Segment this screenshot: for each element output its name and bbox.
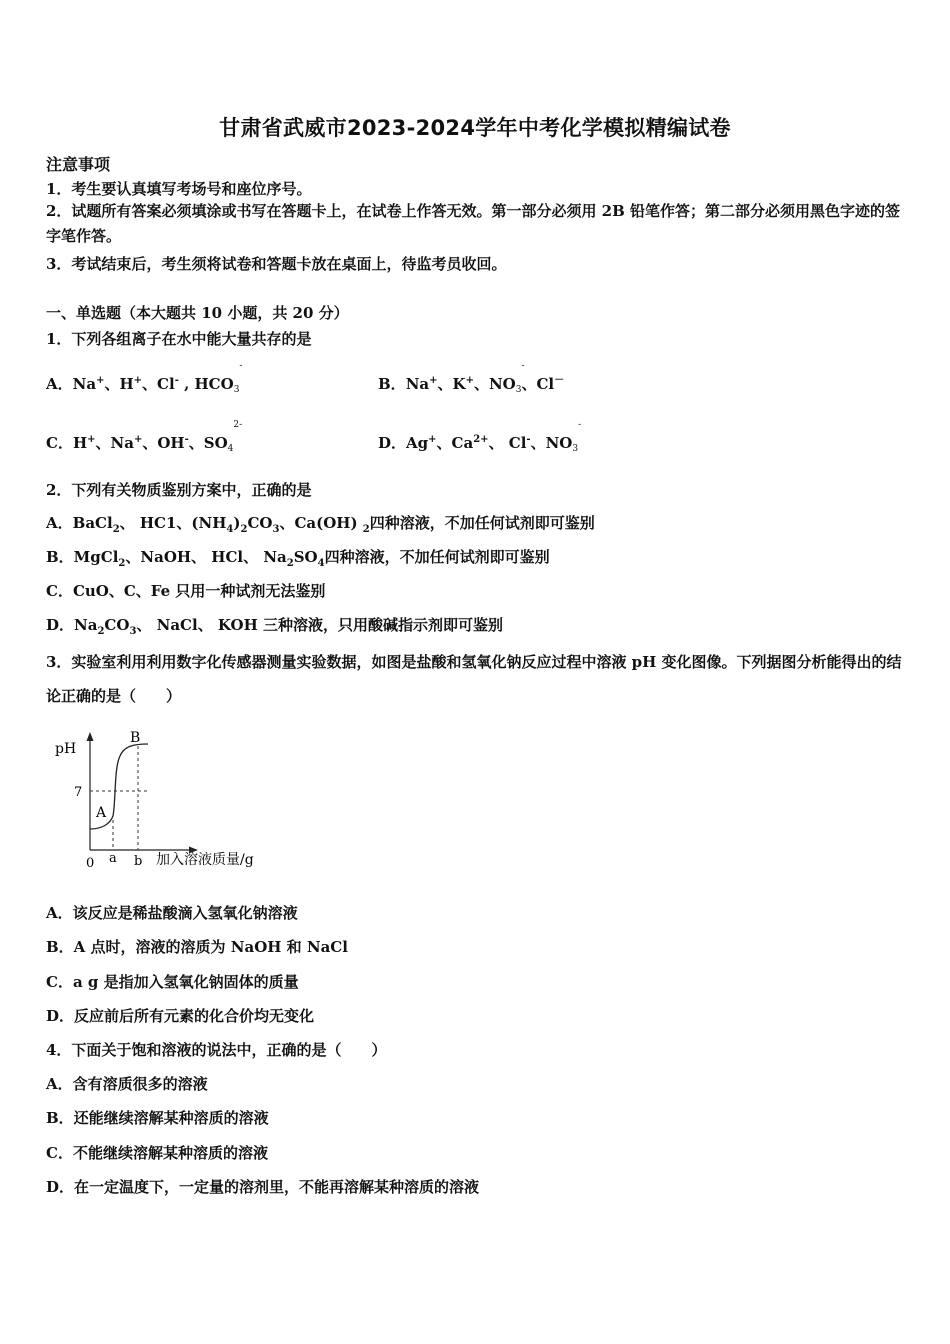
notice-item: 3．考试结束后，考生须将试卷和答题卡放在桌面上，待监考员收回。 [46, 255, 507, 273]
q3-option-d: D．反应前后所有元素的化合价均无变化 [46, 1007, 315, 1025]
q1-option-d: D．Ag+、$Ca^{2+}$、 Cl-、$NO_3$ - [378, 420, 582, 454]
q2-option-c: C．CuO、C、Fe 只用一种试剂无法鉴别 [46, 582, 326, 600]
q4-option-a: A．含有溶质很多的溶液 [46, 1075, 208, 1093]
page-title: 甘肃省武威市2023-2024学年中考化学模拟精编试卷 [219, 116, 731, 140]
q4-option-b: B．还能继续溶解某种溶质的溶液 [46, 1109, 269, 1127]
notice-item: 1．考生要认真填写考场号和座位序号。 [46, 180, 312, 198]
question-1-stem: 1．下列各组离子在水中能大量共存的是 [46, 330, 312, 348]
x-axis-label: 加入溶液质量/g [156, 852, 254, 868]
q4-option-d: D．在一定温度下，一定量的溶剂里，不能再溶解某种溶质的溶液 [46, 1178, 480, 1196]
x-tick-b: b [134, 854, 143, 869]
point-a-label: A [96, 805, 107, 821]
question-2-stem: 2．下列有关物质鉴别方案中，正确的是 [46, 481, 312, 499]
x-tick-a: a [109, 851, 117, 866]
q2-option-d: D．$Na_2CO_3$、 NaCl、 KOH 三种溶液，只用酸碱指示剂即可鉴别 [46, 616, 504, 637]
q1-option-c: C．H+、Na+、OH-、$SO_4$ 2- [46, 420, 243, 454]
x-tick-0: 0 [86, 856, 95, 871]
ph-chart [50, 728, 290, 876]
q3-option-b: B．A 点时，溶液的溶质为 NaOH 和 NaCl [46, 938, 348, 956]
q1-option-a: A．Na+、H+、Cl- , $HCO_3$ - [46, 361, 243, 395]
notice-heading: 注意事项 [46, 155, 111, 174]
q4-option-c: C．不能继续溶解某种溶质的溶液 [46, 1144, 268, 1162]
point-b-label: B [130, 730, 141, 746]
q1-option-b: B．Na+、K+、$NO_3$ - 、Cl－ [378, 361, 565, 395]
q3-option-a: A．该反应是稀盐酸滴入氢氧化钠溶液 [46, 904, 298, 922]
question-3-stem: 3．实验室利用利用数字化传感器测量实验数据，如图是盐酸和氢氧化钠反应过程中溶液 pH 变化图像。下列据图分析能得出的结论正确的是（ ） [46, 653, 902, 705]
q3-option-c: C．a g 是指加入氢氧化钠固体的质量 [46, 973, 299, 991]
notice-item: 2．试题所有答案必须填涂或书写在答题卡上，在试卷上作答无效。第一部分必须用 2B 铅笔作答；第二部分必须用黑色字迹的签字笔作答。 [46, 202, 901, 245]
q2-option-b: B．MgCl$_2$、NaOH、 HCl、 $Na_2SO_4$四种溶液，不加任何试剂即可鉴别 [46, 548, 550, 569]
y-axis-arrow [87, 732, 94, 741]
q2-option-a: A．BaCl$_2$、 HC1、$(NH_4)_2CO_3$、Ca(OH) $_2$四种溶液，不加任何试剂即可鉴别 [46, 514, 595, 535]
section-heading: 一、单选题（本大题共 10 小题，共 20 分） [46, 304, 349, 322]
y-tick-7: 7 [74, 785, 83, 800]
y-axis-label: pH [55, 741, 77, 757]
question-4-stem: 4．下面关于饱和溶液的说法中，正确的是（ ） [46, 1041, 387, 1059]
